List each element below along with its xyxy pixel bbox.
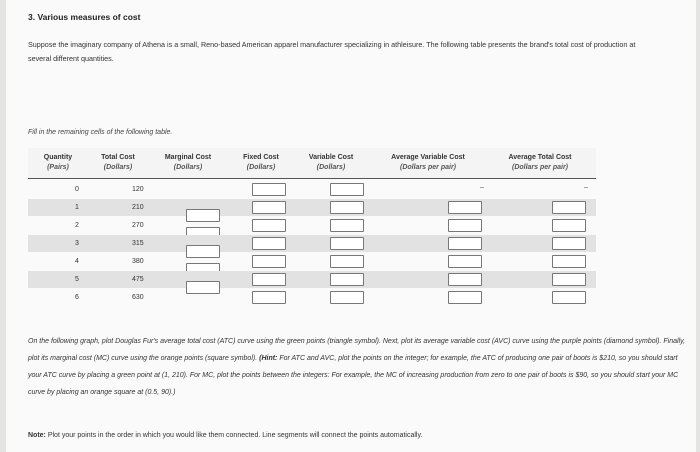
quantity-cell: 4 [75, 258, 79, 265]
table-row [28, 181, 596, 198]
avc-input[interactable] [448, 201, 482, 214]
intro-text: Suppose the imaginary company of Athena is a small, Reno-based American apparel manufacturer specializing in athleisure. The following table presents the brand's total cost of production at several different quantities. [28, 40, 636, 63]
fixed-cost-input[interactable] [252, 219, 286, 232]
instruction-text: Fill in the remaining cells of the following table. [28, 129, 173, 136]
section-title: 3. Various measures of cost [28, 12, 141, 22]
atc-input[interactable] [552, 237, 586, 250]
total-cost-cell: 630 [132, 294, 144, 301]
note-text: Plot your points in the order in which you would like them connected. Line segments will connect the points automatically. [45, 432, 423, 439]
atc-input[interactable] [552, 291, 586, 304]
table-row [28, 235, 596, 252]
variable-cost-input[interactable] [330, 291, 364, 304]
table-row [28, 199, 596, 216]
avc-input[interactable] [448, 255, 482, 268]
graph-text-2: For ATC and AVC, plot the points on the integer; for example, the ATC of producing one pair of boots is $210, so you should start your ATC curve by placing a green point at (1, 210). For MC, plot the points between the integers: For example, the MC of increasing production from zero to one pair of boots is $90, so you should start your MC curve by placing an orange square at (0.5, 90).) [28, 355, 679, 396]
atc-input[interactable] [552, 219, 586, 232]
header-avc: Average Variable Cost (Dollars per pair) [391, 154, 465, 171]
note-label: Note: [28, 432, 46, 439]
avc-input[interactable] [448, 219, 482, 232]
quantity-cell: 3 [75, 240, 79, 247]
avc-dash: – [480, 184, 484, 191]
total-cost-cell: 475 [132, 276, 144, 283]
quantity-cell: 2 [75, 222, 79, 229]
header-total-cost: Total Cost (Dollars) [101, 154, 135, 171]
variable-cost-input[interactable] [330, 237, 364, 250]
total-cost-cell: 120 [132, 186, 144, 193]
fixed-cost-input[interactable] [252, 273, 286, 286]
variable-cost-input[interactable] [330, 255, 364, 268]
avc-input[interactable] [448, 237, 482, 250]
header-quantity: Quantity (Pairs) [43, 154, 73, 171]
table-row [28, 289, 596, 306]
fixed-cost-input[interactable] [252, 291, 286, 304]
fixed-cost-input[interactable] [252, 201, 286, 214]
header-marginal-cost: Marginal Cost (Dollars) [164, 154, 212, 171]
header-fixed-cost: Fixed Cost (Dollars) [243, 154, 279, 171]
variable-cost-input[interactable] [330, 219, 364, 232]
graph-instructions [28, 333, 688, 401]
quantity-cell: 0 [75, 186, 79, 193]
quantity-cell: 6 [75, 294, 79, 301]
fixed-cost-input[interactable] [252, 183, 286, 196]
quantity-cell: 1 [75, 204, 79, 211]
avc-input[interactable] [448, 273, 482, 286]
fixed-cost-input[interactable] [252, 237, 286, 250]
fixed-cost-input[interactable] [252, 255, 286, 268]
header-variable-cost: Variable Cost (Dollars) [308, 154, 354, 171]
avc-input[interactable] [448, 291, 482, 304]
hint-label: (Hint: [259, 355, 278, 362]
header-atc: Average Total Cost (Dollars per pair) [508, 154, 572, 171]
variable-cost-input[interactable] [330, 273, 364, 286]
page [6, 0, 696, 452]
total-cost-cell: 210 [132, 204, 144, 211]
cost-table [28, 148, 596, 300]
table-row [28, 217, 596, 234]
table-header [28, 148, 596, 179]
atc-input[interactable] [552, 201, 586, 214]
atc-input[interactable] [552, 255, 586, 268]
note [28, 432, 422, 439]
variable-cost-input[interactable] [330, 183, 364, 196]
total-cost-cell: 270 [132, 222, 144, 229]
graph-text-1: On the following graph, plot Douglas Fur's average total cost (ATC) curve using the green points (triangle symbol). Next, plot its average variable cost (AVC) curve using the purple points (diamond symbol). Finally, plot its marginal cost (MC) curve using the orange points (square symbol). [28, 338, 686, 362]
quantity-cell: 5 [75, 276, 79, 283]
table-row [28, 271, 596, 288]
total-cost-cell: 315 [132, 240, 144, 247]
variable-cost-input[interactable] [330, 201, 364, 214]
total-cost-cell: 380 [132, 258, 144, 265]
table-row [28, 253, 596, 270]
atc-input[interactable] [552, 273, 586, 286]
atc-dash: – [584, 184, 588, 191]
